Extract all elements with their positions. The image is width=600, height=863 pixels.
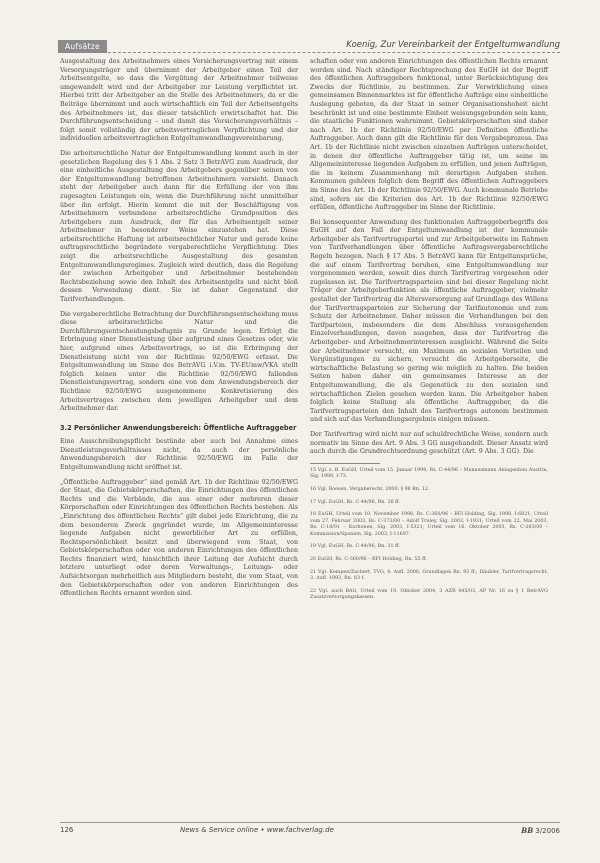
paragraph: Ausgestaltung des Arbeitnehmers eines Versicherungsvertrag mit einem Versorgungsträger und übernimmt der Arbeitgeber einen Teil der Arbeitsentgelte, so dass die Vergütung der Arbeitnehmer teilweise umgewandelt wird und der Arbeitgeber zur Leistung verpflichtet ist. Hierbei tritt der Arbeitgeber an die Stelle des Arbeitnehmers, da er die Beiträge übernimmt und auch wirtschaftlich ein Teil der Arbeitsentgelts des Arbeitnehmers ist, das dieser tatsächlich erwirtschaftet hat. Die Durchführungsentscheidung – und damit das Versicherungsverhältnis – folgt somit vollständig der arbeitsvertraglichen Verpflichtung und der individuellen arbeitsvertraglichen Entgeltumwandlungsvereinbarung. [60, 58, 298, 143]
right-column [310, 58, 548, 608]
section-heading: 3.2 Persönlicher Anwendungsbereich: Öffentliche Auftraggeber [60, 423, 297, 432]
left-column [60, 58, 298, 605]
footnote-divider [310, 463, 380, 464]
paragraph: Die vergaberechtliche Betrachtung der Durchführungsentscheidung muss diese arbeitsrechtliche Natur und die Durchführungsentscheidungsbefugnis zu Grunde legen. Erfolgt die Erbringung einer Dienstleistung über aufgrund eines Gesetzes oder, wie hier, aufgrund eines Arbeitsvertrags, so ist die Erbringung der Dienstleistung nicht von der Richtlinie 92/50/EWG erfasst. Die Entgeltumwandlung im Sinne des BetrAVG i.V.m. TV-EUmw/VKA stellt folglich keinen unter die Richtlinie 92/50/EWG fallenden Dienstleistungsvertrag, sondern eine von dem Anwendungsbereich der Richtlinie 92/50/EWG ausgenommene Konkretisierung des Arbeitsvertrages zwischen dem jeweiligen Arbeitgeber und dem Arbeitnehmer dar. [60, 310, 298, 413]
paragraph: Der Tarifvertrag wird nicht nur auf schuldrechtliche Weise, sondern auch normativ im Sinne des Art. 9 Abs. 3 GG ausgehandelt. Dieser Ansatz wird auch durch die Grundrechtsordnung geschützt (Art. 9 Abs. 3 GG). Die [310, 430, 548, 456]
footnote: 20 EuGH, Rs. C-360/96 – BFI Holding, Rn. 55 ff. [310, 557, 427, 563]
paragraph: Eine Ausschreibungspflicht bestünde aber auch bei Annahme eines Dienstleistungsverhältnisses nicht, da auch der persönliche Anwendungsbereich der Richtlinie 92/50/EWG im Falle der Entgeltumwandlung nicht eröffnet ist. [60, 438, 298, 471]
footnote: 18 EuGH, Urteil vom 10. November 1998, Rs. C-360/96 – BFI Holding, Slg. 1998, I-6821; Urteil vom 27. Februar 2003, Rs. C-373/00 – Adolf Truley, Slg. 2003, I-1931; Urteil vom 22. Mai 2003, Rs. C-18/01 – Korhonen, Slg. 2003, I-5321; Urteil vom 16. Oktober 2003, Rs. C-283/00 – Kommission/Spanien, Slg. 2003, I-11697. [310, 512, 548, 537]
footnote: 21 Vgl. Kempen/Zachert, TVG, 4. Aufl. 2006, Grundlagen Rn. 93 ff.; Däubler, Tarifvertragsrecht, 3. Aufl. 1993, Rn. 83 f. [310, 569, 548, 582]
journal-name: BB [521, 826, 534, 835]
footnote: 17 Vgl. EuGH, Rs. C-44/96, Rn. 26 ff. [310, 499, 400, 505]
issue-number: 3/2006 [535, 827, 560, 835]
footer-divider [60, 822, 560, 823]
running-title: Koenig, Zur Vereinbarkeit der Entgeltumwandlung [346, 40, 560, 50]
section-badge: Aufsätze [58, 40, 107, 53]
header-divider [58, 52, 560, 53]
paragraph: schaften oder von anderen Einrichtungen des öffentlichen Rechts ernannt worden sind. Nach ständiger Rechtsprechung des EuGH ist der Begriff des öffentlichen Auftraggebers funktional, unter Berücksichtigung des Zwecks der Richtlinie, zu bestimmen. Zur Verwirklichung eines gemeinsamen Binnenmarktes ist für öffentliche Aufträge eine einheitliche Auslegung geboten, da der Staat in seiner Organisationshoheit nicht beschränkt ist und eine bestimmte Einheit weisungsgebunden sein kann, die staatliche Funktionen wahrnimmt. Gebietskörperschaften sind daher nach Art. 1b der Richtlinie 92/50/EWG per Definition öffentliche Auftraggeber. Auch dann gilt die Richtlinie für den Vergabeprozess. Das Art. 1b der Richtlinie nicht zwischen einzelnen Aufträgen unterscheidet, in denen der öffentliche Auftraggeber tätig ist, um seine im Allgemeininteresse liegenden Aufgaben zu erfüllen, und jenen Aufträgen, die in keinem Zusammenhang mit derartigen Aufgaben stehen. Kommunen gehören folglich dem Begriff des öffentlichen Auftraggebers im Sinne des Art. 1b der Richtlinie 92/50/EWG. Auch kommunale Betriebe sind, sofern sie die Kriterien des Art. 1b der Richtlinie 92/50/EWG erfüllen, öffentliche Auftraggeber im Sinne der Richtlinie. [310, 58, 548, 212]
footnote: 16 Vgl. Boesen, Vergaberecht, 2000, § 98 Rn. 12. [310, 486, 430, 492]
footnote: 15 Vgl. z. B. EuGH, Urteil vom 15. Januar 1998, Rs. C-44/96 – Mannesmann Anlagenbau Austria, Slg. 1998, I-73. [310, 467, 548, 480]
page-number: 126 [60, 826, 74, 834]
footnote: 22 Vgl. auch BAG, Urteil vom 19. Oktober 2004, 3 AZR 445/03, AP Nr. 16 zu § 1 BetrAVG Zusatzversorgungskassen. [310, 588, 548, 601]
paragraph: „Öffentliche Auftraggeber“ sind gemäß Art. 1b der Richtlinie 92/50/EWG der Staat, die Gebietskörperschaften, die Einrichtungen des öffentlichen Rechts und die Verbände, die aus einer oder mehreren dieser Körperschaften oder Einrichtungen des öffentlichen Rechts bestehen. Als „Einrichtung des öffentlichen Rechts“ gilt dabei jede Einrichtung, die zu dem besonderen Zweck gegründet wurde, im Allgemeininteresse liegende Aufgaben nicht gewerblicher Art zu erfüllen, Rechtspersönlichkeit besitzt und überwiegend vom Staat, von Gebietskörperschaften oder von anderen Einrichtungen des öffentlichen Rechts finanziert wird, hinsichtlich ihrer Leitung der Aufsicht durch letztere unterliegt oder deren Verwaltungs-, Leitungs- oder Aufsichtsorgan mehrheitlich aus Mitgliedern besteht, die vom Staat, von den Gebietskörperschaften oder von anderen Einrichtungen des öffentlichen Rechts ernannt worden sind. [60, 478, 298, 598]
paragraph: Bei konsequenter Anwendung des funktionalen Auftraggeberbegriffs des EuGH auf den Fall der Entgeltumwandlung ist der kommunale Arbeitgeber als Tarifvertragspartei und zur Arbeitgeberseite im Rahmen von Tarifverhandlungen über öffentliche Auftragsvergaberechtliche Regeln bezogen. Nach § 17 Abs. 5 BetrAVG kann für Entgeltansprüche, die auf einem Tarifvertrag beruhen, eine Entgeltumwandlung nur vorgenommen werden, soweit dies durch Tarifvertrag vorgesehen oder zugelassen ist. Die Tarifvertragsparteien sind bei dieser Regelung nicht Träger der Arbeitgeberfunktion als öffentliche Auftraggeber, vielmehr gestaltet der Tarifvertrag die Altersversorgung auf Grundlage des Willens der Tarifvertragsparteien zur Sicherung der Tarifautonomie und zum Schutz der Arbeitnehmer. Daher müssen die Verhandlungen bei den Tarifparteien, insbesondere die dem Abschluss vorausgehenden Einzelverhandlungen, davon ausgehen, dass der Tarifvertrag die Arbeitgeber- und Arbeitnehmerinteressen ausgleicht. Während die Seite der Arbeitnehmer versucht, ein Maximum an sozialen Vorteilen und Vergünstigungen zu sichern, versucht die Arbeitgeberseite, die wirtschaftliche Belastung so gering wie möglich zu halten. Die beiden Seiten haben daher ein gemeinsames Interesse an der Entgeltumwandlung, die als Gegenstück zu den sozialen und wirtschaftlichen Zielen gesehen werden kann. Die Arbeitgeber haben folglich keine Stellung als öffentliche Auftraggeber, da die Tarifvertragsparteien den Inhalt des Tarifvertrags autonom bestimmen und sich auf das Verhandlungsergebnis einigen müssen. [310, 218, 548, 424]
footnote: 19 Vgl. EuGH, Rs. C-44/96, Rn. 31 ff. [310, 544, 400, 550]
paragraph: Die arbeitsrechtliche Natur der Entgeltumwandlung kommt auch in der gesetzlichen Regelung des § 1 Abs. 2 Satz 3 BetrAVG zum Ausdruck, der eine einheitliche Ausgestaltung des Arbeitgebers gegenüber seinen von der Entgeltumwandlung betroffenen Arbeitnehmern vorsieht. Danach steht der Arbeitgeber auch dann für die Erfüllung der von ihm zugesagten Leistungen ein, wenn die Durchführung nicht unmittelbar über ihn erfolgt. Hierin kommt die mit der Beschäftigung von Arbeitnehmern verbundene arbeitsrechtliche Grundposition des Arbeitgebers zum Ausdruck, der für das Arbeitsentgelt seiner Arbeitnehmer in besonderer Weise einzustehen hat. Diese arbeitsrechtliche Haftung ist arbeitsrechtlicher Natur und gerade keine auftragsrechtliche begründete vergaberechtliche Verpflichtung. Dies zeigt die arbeitsrechtliche Ausgestaltung des gesamten Entgeltumwandlungsregimes. Zugleich wird deutlich, dass die Regelung der zwischen Arbeitgeber und Arbeitnehmer bestehenden Rechtsbeziehung sowie den Inhalt des Arbeitsentgelts und nicht bloß dessen Verwendung dient. Sie ist daher Gegenstand der Tarifverhandlungen. [60, 149, 298, 304]
footer-link[interactable]: News & Service online • www.fachverlag.de [180, 826, 334, 834]
journal-issue [521, 826, 560, 835]
